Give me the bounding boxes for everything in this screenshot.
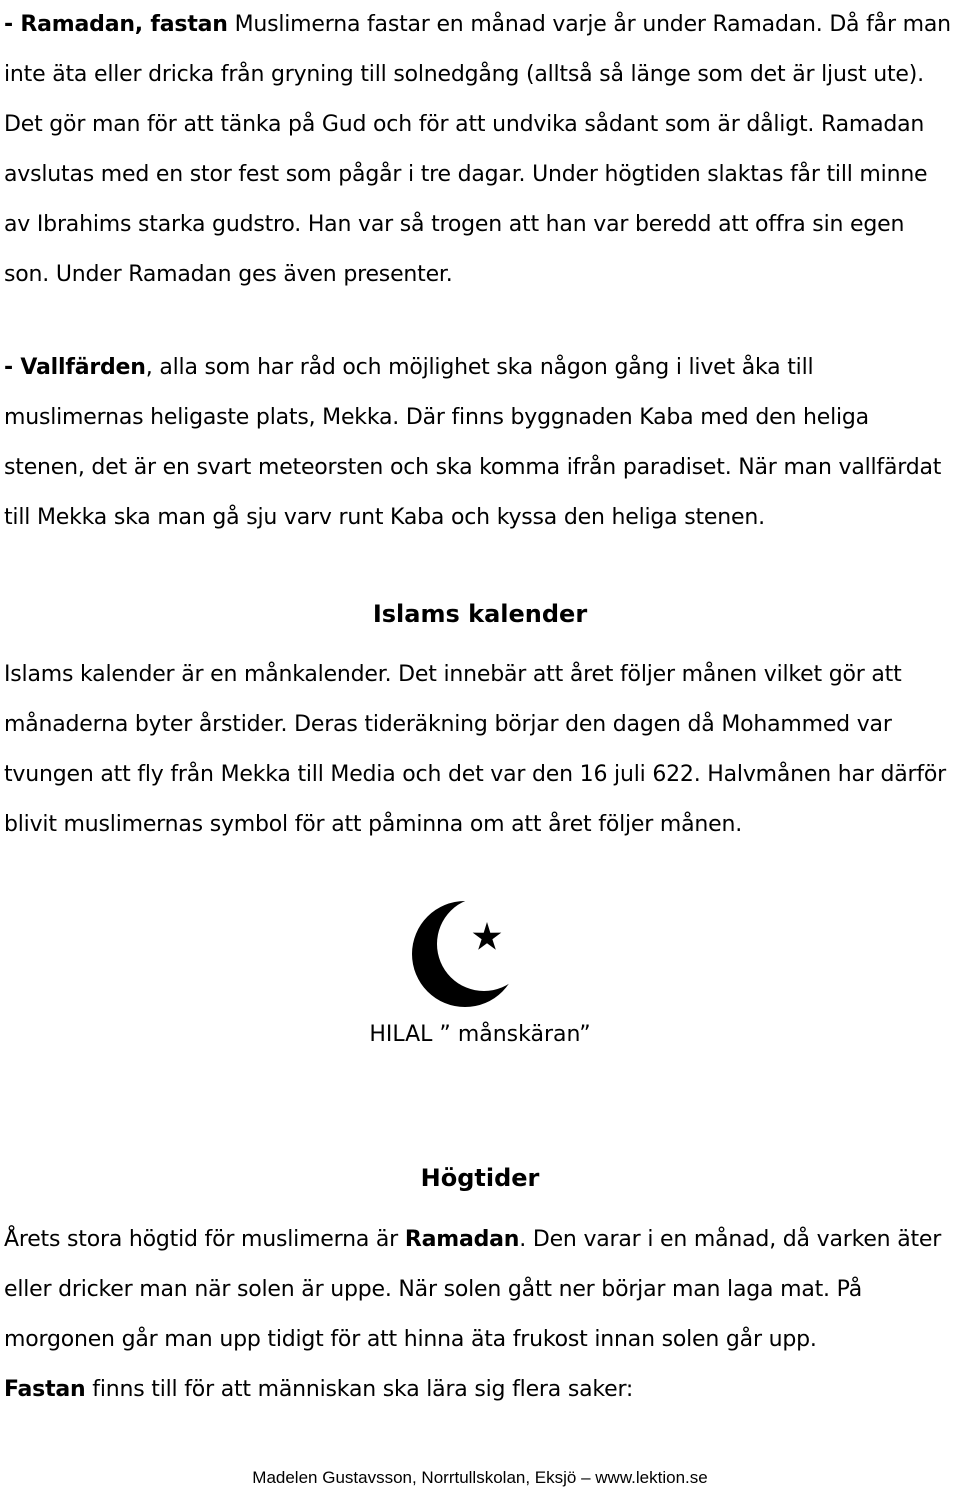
crescent-star-icon	[410, 888, 518, 1020]
holidays-paragraph	[4, 1215, 956, 1415]
holidays-heading: Högtider	[420, 1164, 540, 1192]
holidays-bold-ramadan: Ramadan	[404, 1227, 520, 1252]
ramadan-lead: - Ramadan, fastan	[4, 12, 228, 37]
calendar-paragraph: Islams kalender är en månkalender. Det innebär att året följer månen vilket gör att månaderna byter årstider. Deras tideräkning börjar den dagen då Mohammed var tvungen att fly från Mekka till Media och det var den 16 juli 622. Halvmånen har därför blivit muslimernas symbol för att påminna om att året följer månen.	[4, 662, 946, 837]
holidays-text-2: . Den varar i en månad, då varken äter eller dricker man när solen är uppe. När solen gått ner börjar man laga mat. På morgonen går man upp tidigt för att hinna äta frukost innan solen går upp.	[4, 1227, 942, 1352]
vallfard-paragraph	[4, 343, 956, 543]
ramadan-text: Muslimerna fastar en månad varje år under Ramadan. Då får man inte äta eller dricka från gryning till solnedgång (alltså så länge som det är ljust ute). Det gör man för att tänka på Gud och för att undvika sådant som är dåligt. Ramadan avslutas med en stor fest som pågår i tre dagar. Under högtiden slaktas får till minne av Ibrahims starka gudstro. Han var så trogen att han var beredd att offra sin egen son. Under Ramadan ges även presenter.	[4, 12, 951, 287]
holidays-text-1: Årets stora högtid för muslimerna är	[4, 1227, 405, 1252]
vallfard-lead: Vallfärden	[20, 355, 146, 380]
ramadan-paragraph	[4, 0, 956, 300]
holidays-bold-fastan: Fastan	[4, 1377, 86, 1402]
calendar-heading: Islams kalender	[372, 600, 588, 628]
page-footer: Madelen Gustavsson, Norrtullskolan, Eksjö – www.lektion.se	[252, 1468, 708, 1487]
holidays-text-3: finns till för att människan ska lära sig flera saker:	[85, 1377, 634, 1402]
vallfard-dash: -	[4, 355, 21, 380]
vallfard-text: , alla som har råd och möjlighet ska någon gång i livet åka till muslimernas heligaste plats, Mekka. Där finns byggnaden Kaba med den heliga stenen, det är en svart meteorsten och ska komma ifrån paradiset. När man vallfärdat till Mekka ska man gå sju varv runt Kaba och kyssa den heliga stenen.	[4, 355, 942, 530]
emblem-caption: HILAL ” månskäran”	[369, 1022, 591, 1047]
